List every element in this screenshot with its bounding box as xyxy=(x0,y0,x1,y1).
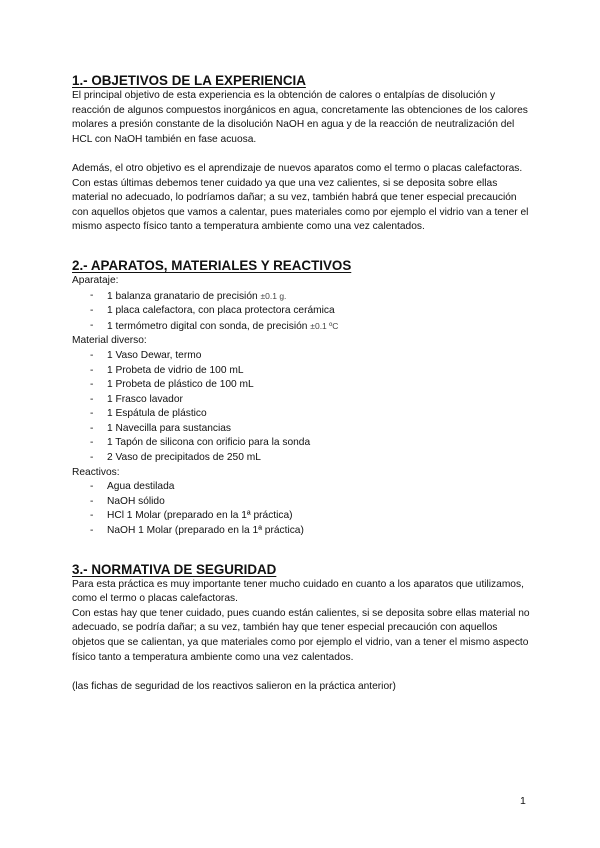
material-label: Material diverso: xyxy=(72,335,147,347)
list-item: - 1 balanza granatario de precisión ±0.1 g. xyxy=(72,289,532,305)
list-item: - 1 placa calefactora, con placa protectora cerámica xyxy=(72,304,532,319)
section-1-title: 1.- OBJETIVOS DE LA EXPERIENCIA xyxy=(72,73,306,88)
section-1-paragraph-2: Además, el otro objetivo es el aprendizaje de nuevos aparatos como el termo o placas calefactoras. xyxy=(72,162,523,174)
section-3-paragraph-2: Con estas hay que tener cuidado, pues cuando están calientes, si se deposita sobre ellas material no adecuado, se podría dañar; a su vez, también hay que tener especial precaución con aquellos objetos que se calientan, ya que materiales como por ejemplo el vidrio, van a tener el mismo aspecto físico tanto a temperatura ambiente como una vez calentados. xyxy=(72,607,530,663)
section-3-note: (las fichas de seguridad de los reactivos salieron en la práctica anterior) xyxy=(72,680,396,692)
list-item: - HCl 1 Molar (preparado en la 1ª práctica) xyxy=(72,509,532,524)
list-item: - 1 Tapón de silicona con orificio para la sonda xyxy=(72,436,532,451)
aparataje-list xyxy=(72,289,532,335)
list-item: - Agua destilada xyxy=(72,480,532,495)
section-2-title: 2.- APARATOS, MATERIALES Y REACTIVOS xyxy=(72,257,352,273)
list-item: - 1 Navecilla para sustancias xyxy=(72,422,532,437)
list-item: - 1 Vaso Dewar, termo xyxy=(72,349,532,364)
list-item: - 1 Probeta de plástico de 100 mL xyxy=(72,378,532,393)
reactivos-list xyxy=(72,480,532,538)
list-item: - NaOH 1 Molar (preparado en la 1ª práctica) xyxy=(72,524,532,539)
list-item: - 1 Probeta de vidrio de 100 mL xyxy=(72,364,532,379)
reactivos-label: Reactivos: xyxy=(72,466,120,478)
page-number: 1 xyxy=(520,795,526,807)
list-item: - NaOH sólido xyxy=(72,495,532,510)
document-page xyxy=(72,72,532,694)
list-item: - 1 Frasco lavador xyxy=(72,393,532,408)
aparataje-label: Aparataje: xyxy=(72,274,119,286)
section-1-paragraph-3: Con estas últimas debemos tener cuidado ya que una vez calientes, si se deposita sobre ellas material no adecuado, lo podríamos dañar; a su vez, también habrá que tener especial precaución con aquellos objetos que vamos a calentar, pues materiales como por ejemplo el vidrio van a tener el mismo aspecto físico tanto a temperatura ambiente como una vez calentados. xyxy=(72,177,529,233)
section-3-paragraph-1: Para esta práctica es muy importante tener mucho cuidado en cuanto a los aparatos que utilizamos, como el termo o placas calefactoras. xyxy=(72,578,524,605)
list-item: - 1 Espátula de plástico xyxy=(72,407,532,422)
list-item: - 1 termómetro digital con sonda, de precisión ±0.1 ºC xyxy=(72,319,532,335)
material-list xyxy=(72,349,532,466)
section-1-paragraph-1: El principal objetivo de esta experiencia es la obtención de calores o entalpías de disolución y reacción de algunos compuestos inorgánicos en agua, concretamente las obtenciones de los calores molares a presión constante de la disolución NaOH en agua y de la reacción de neutralización del HCL con NaOH también en fase acuosa. xyxy=(72,90,528,145)
list-item: - 2 Vaso de precipitados de 250 mL xyxy=(72,451,532,466)
section-3-title: 3.- NORMATIVA DE SEGURIDAD xyxy=(72,561,277,577)
